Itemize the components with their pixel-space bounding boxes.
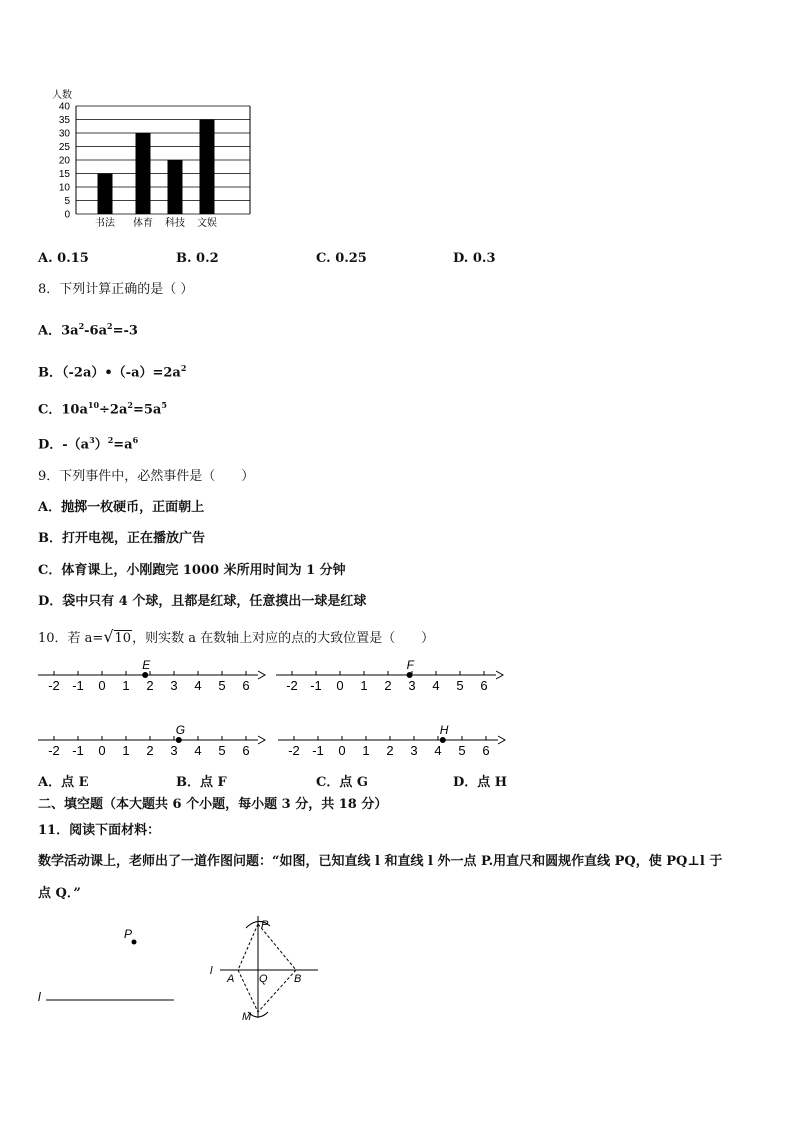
axis-tick-label: -2 [286, 678, 298, 693]
q9-option-b[interactable]: B．打开电视，正在播放广告 [38, 531, 205, 546]
line-l-label: l [38, 990, 41, 1004]
bar-3 [200, 120, 215, 215]
axis-tick-label: -1 [72, 743, 84, 758]
label-b: B [294, 973, 302, 985]
q8-stem: 8．下列计算正确的是（ ） [38, 282, 194, 297]
q7-option-a[interactable]: A. 0.15 [38, 251, 89, 266]
section-title: 二、填空题（本大题共 6 个小题，每小题 3 分，共 18 分） [38, 797, 388, 812]
q9-option-d[interactable]: D．袋中只有 4 个球，且都是红球，任意摸出一球是红球 [38, 594, 367, 609]
axis-tick-label: -1 [72, 678, 84, 693]
axis-tick-label: 6 [242, 678, 250, 693]
axis-tick-label: 4 [194, 678, 202, 693]
axis-tick-label: 6 [242, 743, 250, 758]
y-tick-label: 10 [58, 182, 70, 194]
axis-tick-label: -2 [48, 678, 60, 693]
q9-stem: 9．下列事件中，必然事件是（ ） [38, 469, 255, 484]
axis-tick-label: 6 [480, 678, 488, 693]
axis-tick-label: 0 [98, 743, 106, 758]
point-h-label: H [439, 723, 449, 737]
q11-figure-construction [206, 912, 324, 1024]
segment-pa [238, 924, 258, 970]
point-g-label: G [175, 723, 186, 737]
axis-tick-label: 3 [410, 743, 418, 758]
point-g-dot [176, 737, 182, 743]
axis-arrow [258, 671, 265, 679]
axis-tick-label: 3 [170, 678, 178, 693]
axis-tick-label: 2 [386, 743, 394, 758]
point-f-dot [407, 672, 413, 678]
q10-stem: 10．若 a=√10，则实数 a 在数轴上对应的点的大致位置是（ ） [38, 627, 435, 646]
q7-option-c[interactable]: C. 0.25 [316, 251, 367, 266]
bar-1 [136, 133, 151, 214]
point-p-label: P [124, 927, 133, 941]
q8-option-d[interactable]: D．$-(a^3)^2=a^6$ [38, 435, 139, 453]
axis-tick-label: 6 [482, 743, 490, 758]
q9-option-a[interactable]: A．抛掷一枚硬币，正面朝上 [38, 500, 205, 515]
axis-tick-label: -2 [48, 743, 60, 758]
axis-tick-label: -1 [312, 743, 324, 758]
y-tick-label: 40 [58, 101, 70, 113]
point-f-label: F [406, 658, 414, 672]
bar-chart [40, 86, 270, 231]
chart-ylabel: 人数 [52, 90, 72, 101]
axis-tick-label: 1 [362, 743, 370, 758]
axis-arrow [496, 671, 503, 679]
axis-tick-label: 2 [146, 678, 154, 693]
q10-option-c[interactable]: C．点 G [316, 775, 368, 790]
y-tick-label: 5 [64, 196, 70, 207]
axis-tick-label: 1 [360, 678, 368, 693]
bar-2 [168, 160, 183, 214]
label-l: l [210, 965, 213, 977]
label-m: M [242, 1011, 252, 1023]
axis-tick-label: -1 [310, 678, 322, 693]
axis-tick-label: 0 [98, 678, 106, 693]
q8-option-a[interactable]: A．$3a^2-6a^2=-3$ [38, 321, 138, 339]
q7-option-b[interactable]: B. 0.2 [176, 251, 219, 266]
axis-tick-label: 5 [218, 678, 226, 693]
q11-figure-given [36, 922, 186, 1012]
q8-option-b[interactable]: B．$(-2a)•(-a)=2a^2$ [38, 363, 187, 381]
number-line-e [36, 657, 268, 697]
x-tick-label: 科技 [165, 218, 185, 229]
q10-option-d[interactable]: D．点 H [453, 775, 508, 790]
axis-tick-label: 5 [458, 743, 466, 758]
x-tick-label: 文娱 [197, 218, 217, 229]
axis-tick-label: 0 [336, 678, 344, 693]
q7-option-d[interactable]: D. 0.3 [453, 251, 496, 266]
axis-tick-label: 3 [170, 743, 178, 758]
q9-option-c[interactable]: C．体育课上，小刚跑完 1000 米所用时间为 1 分钟 [38, 563, 346, 578]
segment-am [238, 970, 258, 1012]
q11-para-line2: 点 Q．” [38, 886, 81, 901]
axis-tick-label: 4 [432, 678, 440, 693]
number-line-f [274, 657, 506, 697]
sqrt-symbol: √ [103, 627, 114, 646]
y-tick-label: 20 [58, 155, 70, 167]
y-tick-label: 0 [64, 209, 70, 221]
number-line-h [276, 722, 508, 762]
axis-tick-label: 4 [434, 743, 442, 758]
q11-stem: 11．阅读下面材料： [38, 823, 161, 838]
axis-tick-label: -2 [288, 743, 300, 758]
point-e-dot [142, 672, 148, 678]
point-e-label: E [142, 658, 151, 672]
label-p: P [261, 919, 269, 931]
x-tick-label: 体育 [133, 218, 153, 229]
x-tick-label: 书法 [95, 218, 115, 229]
axis-tick-label: 3 [408, 678, 416, 693]
y-tick-label: 15 [58, 169, 70, 180]
axis-tick-label: 5 [456, 678, 464, 693]
axis-tick-label: 2 [384, 678, 392, 693]
axis-tick-label: 1 [122, 678, 130, 693]
y-tick-label: 35 [58, 115, 70, 126]
q8-option-c[interactable]: C．$10a^{10}\div 2a^2=5a^5$ [38, 400, 167, 418]
q10-option-b[interactable]: B．点 F [176, 775, 227, 790]
axis-tick-label: 4 [194, 743, 202, 758]
y-tick-label: 25 [58, 142, 70, 153]
y-tick-label: 30 [58, 128, 70, 140]
sqrt-radicand: 10 [114, 631, 132, 646]
q11-para-line1: 数学活动课上，老师出了一道作图问题：“如图，已知直线 l 和直线 l 外一点 P.用直尺和圆规作直线 PQ，使 PQ⊥l 于 [38, 854, 723, 869]
bar-0 [98, 174, 113, 215]
axis-tick-label: 2 [146, 743, 154, 758]
number-line-g [36, 722, 268, 762]
axis-tick-label: 5 [218, 743, 226, 758]
axis-arrow [498, 736, 505, 744]
label-q: Q [259, 973, 268, 985]
label-a: A [227, 973, 235, 985]
point-p-dot [132, 940, 137, 945]
axis-tick-label: 0 [338, 743, 346, 758]
axis-arrow [258, 736, 265, 744]
q10-option-a[interactable]: A．点 E [38, 775, 89, 790]
axis-tick-label: 1 [122, 743, 130, 758]
point-h-dot [440, 737, 446, 743]
